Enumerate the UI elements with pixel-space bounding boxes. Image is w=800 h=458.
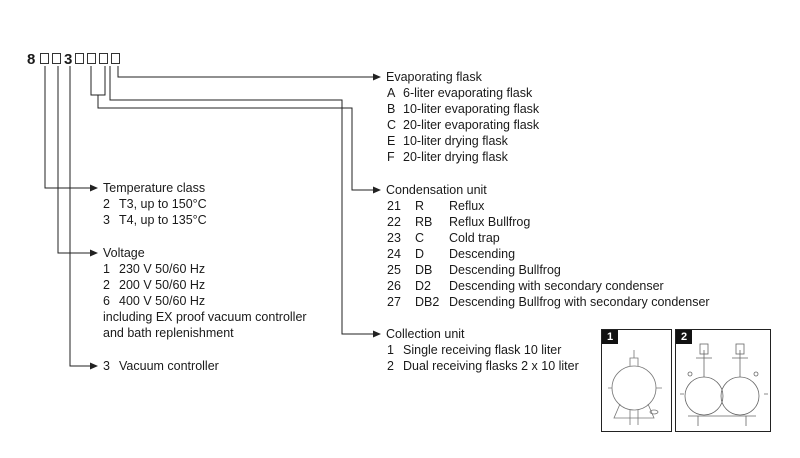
code-box-4: [87, 53, 96, 64]
evaporating-item: C 20-liter evaporating flask: [387, 118, 540, 132]
panel-single-flask: [601, 329, 672, 432]
line-condensation: [98, 95, 380, 190]
condensation-item: 21 R Reflux: [387, 199, 485, 213]
code-digit-8: 8: [27, 51, 36, 68]
collection-title: Collection unit: [386, 327, 465, 341]
code-box-5: [99, 53, 108, 64]
condensation-item: 24 D Descending: [387, 247, 516, 261]
condensation-item: 22 RB Reflux Bullfrog: [387, 215, 531, 229]
voltage-note-1: including EX proof vacuum controller: [103, 310, 307, 324]
code-box-3: [75, 53, 84, 64]
evaporating-item: F 20-liter drying flask: [387, 150, 508, 164]
line-evaporating: [118, 66, 380, 77]
temperature-item: 2 T3, up to 150°C: [103, 197, 207, 211]
panel-number: 2: [676, 330, 692, 344]
temperature-item: 3 T4, up to 135°C: [103, 213, 207, 227]
condensation-item: 25 DB Descending Bullfrog: [387, 263, 561, 277]
evaporating-item: E 10-liter drying flask: [387, 134, 508, 148]
code-digit-3: 3: [64, 51, 73, 68]
voltage-item: 1 230 V 50/60 Hz: [103, 262, 206, 276]
condensation-item: 23 C Cold trap: [387, 231, 500, 245]
voltage-note-2: and bath replenishment: [103, 326, 234, 340]
voltage-item: 6 400 V 50/60 Hz: [103, 294, 206, 308]
evaporating-item: A 6-liter evaporating flask: [387, 86, 533, 100]
line-condensation-bracket: [91, 66, 105, 95]
temperature-title: Temperature class: [103, 181, 206, 195]
evaporating-item: B 10-liter evaporating flask: [387, 102, 540, 116]
panel-dual-flask: [675, 329, 771, 432]
single-flask-illustration: [602, 330, 671, 431]
panel-number: 1: [602, 330, 618, 344]
condensation-item: 26 D2 Descending with secondary condenser: [387, 279, 664, 293]
dual-flask-illustration: [676, 330, 770, 431]
line-temperature: [45, 66, 97, 188]
condensation-item: 27 DB2 Descending Bullfrog with secondary condenser: [387, 295, 710, 309]
vacuum-item: 3 Vacuum controller: [103, 359, 219, 373]
collection-item: 2 Dual receiving flasks 2 x 10 liter: [387, 359, 579, 373]
code-box-6: [111, 53, 120, 64]
voltage-title: Voltage: [103, 246, 145, 260]
condensation-title: Condensation unit: [386, 183, 487, 197]
voltage-item: 2 200 V 50/60 Hz: [103, 278, 206, 292]
line-vacuum: [70, 66, 97, 366]
code-box-2: [52, 53, 61, 64]
code-box-1: [40, 53, 49, 64]
collection-item: 1 Single receiving flask 10 liter: [387, 343, 562, 357]
evaporating-title: Evaporating flask: [386, 70, 482, 84]
